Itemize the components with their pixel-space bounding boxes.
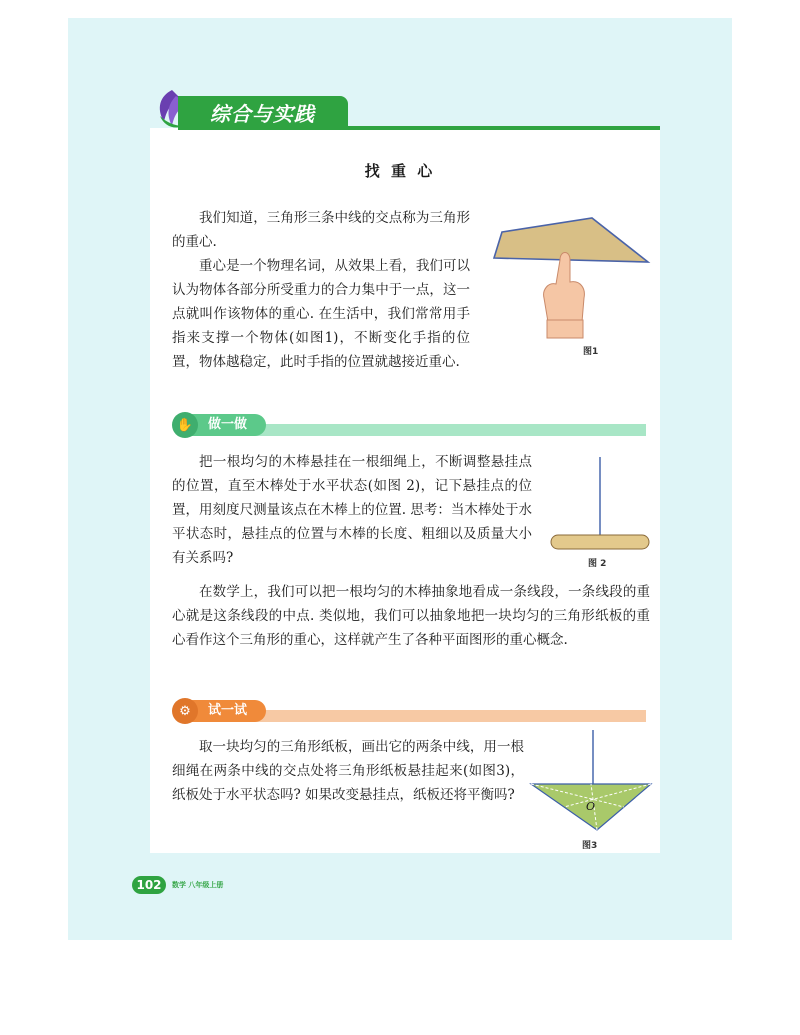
intro-paragraph-1: 我们知道，三角形三条中线的交点称为三角形的重心. [172, 210, 470, 250]
page-title: 找 重 心 [364, 162, 436, 180]
figure-2-caption: 图 2 [588, 559, 607, 569]
book-title: 数学 八年级上册 [172, 881, 224, 889]
activity-2-text: 取一块均匀的三角形纸板，画出它的两条中线，用一根细绳在两条中线的交点处将三角形纸板悬挂起来(如图3)，纸板处于水平状态吗? 如果改变悬挂点，纸板还将平衡吗? [172, 739, 524, 803]
middle-paragraph: 在数学上，我们可以把一根均匀的木棒抽象地看成一条线段，一条线段的重心就是这条线段的中点. 类似地，我们可以抽象地把一块均匀的三角形纸板的重心看作这个三角形的重心，这样就产生了各种平面图形的重心概念. [172, 584, 650, 648]
activity-1-tab: 做一做 [178, 414, 266, 436]
quadrilateral-shape [494, 218, 648, 262]
gears-icon: ⚙ [172, 698, 198, 724]
hands-icon: ✋ [172, 412, 198, 438]
hand-icon [544, 253, 585, 323]
figure-2-illustration [545, 455, 655, 555]
figure-1-illustration [490, 210, 650, 340]
wooden-rod [551, 535, 649, 549]
figure-3-caption: 图3 [582, 841, 598, 851]
activity-2-tab: 试一试 [178, 700, 266, 722]
chapter-banner [150, 92, 660, 132]
activity-1-text: 把一根均匀的木棒悬挂在一根细绳上，不断调整悬挂点的位置，直至木棒处于水平状态(如图 2)，记下悬挂点的位置，用刻度尺测量该点在木棒上的位置. 思考：当木棒处于水平状态时，悬挂点的位置与木棒的长度、粗细以及质量大小有关系吗? [172, 454, 532, 566]
figure-1-caption: 图1 [583, 347, 599, 357]
page-number: 102 [132, 876, 166, 894]
point-o-label: O [586, 800, 596, 813]
banner-title: 综合与实践 [210, 102, 315, 126]
intro-paragraph-2: 重心是一个物理名词，从效果上看，我们可以认为物体各部分所受重力的合力集中于一点，这一点就叫作该物体的重心. 在生活中，我们常常用手指来支撑一个物体(如图1)，不断变化手指的位置，物体越稳定，此时手指的位置就越接近重心. [172, 258, 470, 370]
figure-3-illustration [525, 728, 655, 838]
